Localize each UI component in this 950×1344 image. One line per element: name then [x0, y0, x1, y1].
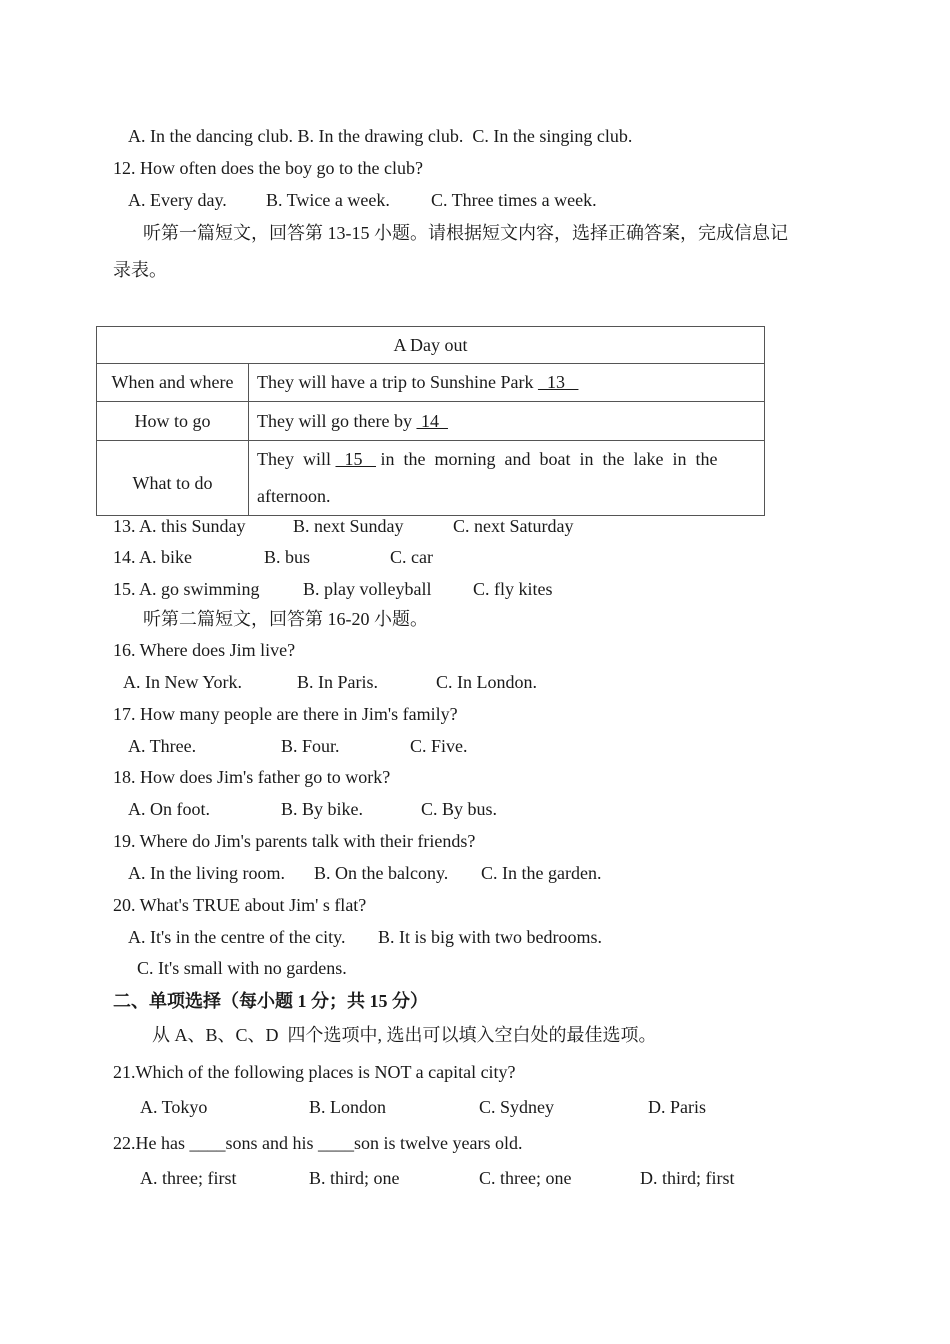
table-label-what-to-do: What to do [97, 441, 249, 516]
q13-option-a: 13. A. this Sunday [113, 516, 246, 536]
q17-option-b: B. Four. [281, 736, 340, 756]
q20-option-b: B. It is big with two bedrooms. [378, 927, 602, 947]
q19-option-b: B. On the balcony. [314, 863, 449, 883]
table-cell-how-to-go [249, 402, 765, 441]
q17-option-a: A. Three. [128, 736, 197, 756]
q18-option-b: B. By bike. [281, 799, 364, 819]
q12-question: 12. How often does the boy go to the club? [113, 158, 423, 178]
q19-option-c: C. In the garden. [481, 863, 602, 883]
q20-question: 20. What's TRUE about Jim' s flat? [113, 895, 367, 915]
q11-options: A. In the dancing club. B. In the drawing club. C. In the singing club. [128, 126, 633, 146]
section2-instruction: 听第二篇短文，回答第 16-20 小题。 [143, 609, 428, 629]
q15-option-a: 15. A. go swimming [113, 579, 260, 599]
q16-option-b: B. In Paris. [297, 672, 378, 692]
q16-option-c: C. In London. [436, 672, 537, 692]
q13-option-c: C. next Saturday [453, 516, 574, 536]
table-label-when-where: When and where [97, 364, 249, 402]
q21-option-b: B. London [309, 1097, 387, 1117]
q17-question: 17. How many people are there in Jim's family? [113, 704, 458, 724]
table-text: They will go there by [257, 410, 417, 431]
q13-option-b: B. next Sunday [293, 516, 404, 536]
q18-option-a: A. On foot. [128, 799, 210, 819]
q21-option-d: D. Paris [648, 1097, 706, 1117]
info-table [96, 326, 765, 516]
q22-option-b: B. third; one [309, 1168, 400, 1188]
q14-option-c: C. car [390, 547, 433, 567]
q12-option-b: B. Twice a week. [266, 190, 390, 210]
q14-option-a: 14. A. bike [113, 547, 192, 567]
part2-instruction: 从 A、B、C、D 四个选项中, 选出可以填入空白处的最佳选项。 [152, 1025, 657, 1045]
q21-option-c: C. Sydney [479, 1097, 555, 1117]
q16-option-a: A. In New York. [123, 672, 243, 692]
q21-question: 21.Which of the following places is NOT a capital city? [113, 1062, 516, 1082]
q20-option-c: C. It's small with no gardens. [137, 958, 347, 978]
table-cell-when-where [249, 364, 765, 402]
table-title: A Day out [97, 327, 765, 364]
q21-option-a: A. Tokyo [140, 1097, 208, 1117]
table-label-how-to-go: How to go [97, 402, 249, 441]
what-to-do-line1 [257, 441, 756, 478]
what-to-do-line2: afternoon. [257, 486, 331, 506]
table-text: They will have a trip to Sunshine Park [257, 372, 538, 392]
q18-question: 18. How does Jim's father go to work? [113, 767, 391, 787]
q22-question: 22.He has ____sons and his ____son is twelve years old. [113, 1133, 523, 1153]
table-text: in the morning and boat in the lake in the [376, 449, 718, 469]
blank-13: 13 [537, 372, 579, 392]
part2-heading: 二、单项选择（每小题 1 分；共 15 分） [113, 991, 428, 1011]
q19-option-a: A. In the living room. [128, 863, 285, 883]
q15-option-c: C. fly kites [473, 579, 553, 599]
q12-option-c: C. Three times a week. [431, 190, 597, 210]
q20-option-a: A. It's in the centre of the city. [128, 927, 346, 947]
table-cell-what-to-do [249, 441, 765, 516]
table-text: They will [257, 449, 336, 469]
q22-option-c: C. three; one [479, 1168, 572, 1188]
section1-instruction-line2: 录表。 [113, 260, 167, 280]
blank-14: 14 [416, 410, 448, 431]
q22-option-a: A. three; first [140, 1168, 237, 1188]
section1-instruction-line1: 听第一篇短文，回答第 13-15 小题。请根据短文内容，选择正确答案，完成信息记 [143, 223, 788, 243]
blank-15: 15 [335, 449, 376, 469]
q18-option-c: C. By bus. [421, 799, 498, 819]
q14-option-b: B. bus [264, 547, 311, 567]
q15-option-b: B. play volleyball [303, 579, 432, 599]
q22-option-d: D. third; first [640, 1168, 735, 1188]
q19-question: 19. Where do Jim's parents talk with their friends? [113, 831, 476, 851]
q12-option-a: A. Every day. [128, 190, 227, 210]
q17-option-c: C. Five. [410, 736, 468, 756]
q16-question: 16. Where does Jim live? [113, 640, 296, 660]
